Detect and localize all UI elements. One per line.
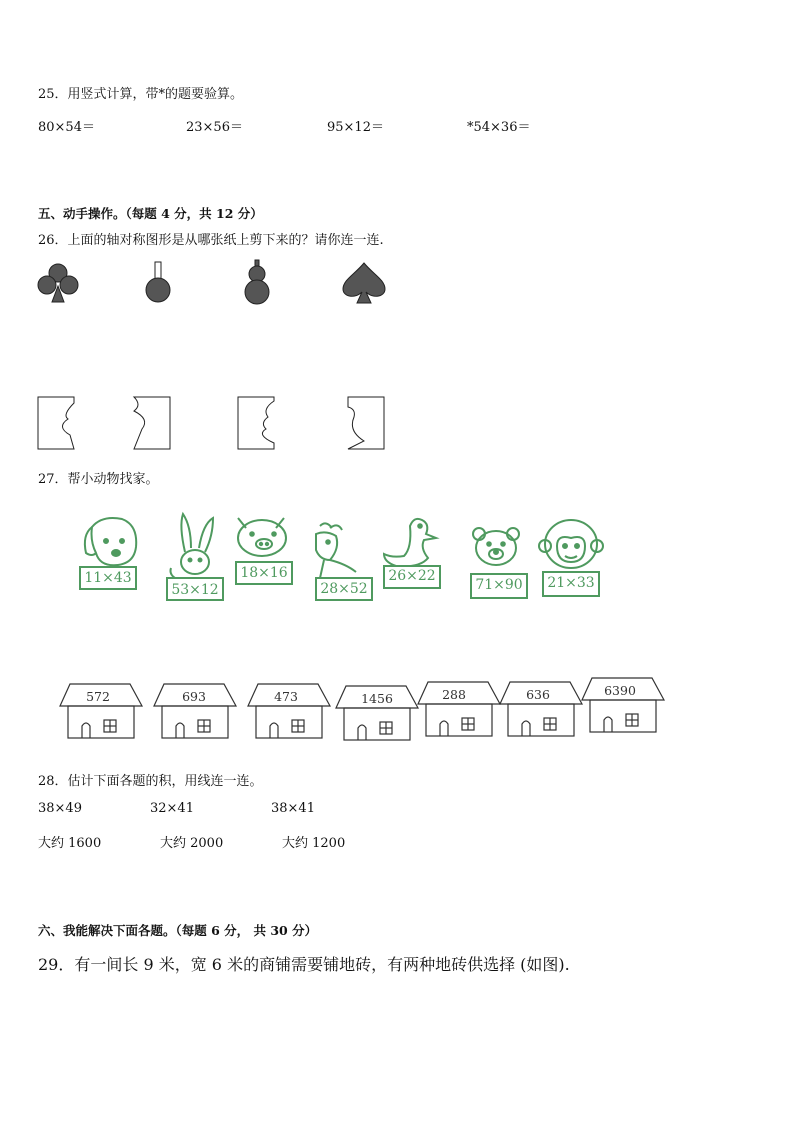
folded-paper-3 (236, 397, 278, 449)
house-6-number: 636 (526, 687, 550, 702)
house-3-number: 473 (274, 689, 298, 704)
q28-title: 28．估计下面各题的积，用线连一连。 (38, 774, 263, 789)
house-1-number: 572 (86, 689, 110, 704)
folded-paper-4 (346, 397, 388, 449)
house-5-number: 288 (442, 687, 466, 702)
q25-title: 25．用竖式计算，带*的题要验算。 (38, 87, 244, 102)
animal-bear-label: 71×90 (475, 577, 523, 593)
q26-title: 26．上面的轴对称图形是从哪张纸上剪下来的？请你连一连. (38, 233, 384, 248)
q25-problem-3: 95×12＝ (327, 120, 384, 135)
animal-duck-label: 26×22 (388, 568, 436, 584)
gourd-icon (240, 260, 274, 306)
animal-pig-label: 18×16 (240, 565, 288, 581)
animal-dog-label: 11×43 (84, 570, 132, 586)
q25-problem-4: *54×36＝ (467, 120, 531, 135)
club-icon (36, 262, 80, 306)
q28-problem-1: 38×49 (38, 801, 82, 816)
house-4-number: 1456 (361, 691, 393, 706)
house-2-number: 693 (182, 689, 206, 704)
q28-estimate-3: 大约 1200 (282, 836, 346, 851)
section-6-heading: 六、我能解决下面各题。（每题 6 分， 共 30 分） (38, 923, 318, 938)
q28-problem-3: 38×41 (271, 801, 315, 816)
folded-paper-2 (132, 397, 174, 449)
animal-goat-label: 28×52 (320, 581, 368, 597)
q28-problem-2: 32×41 (150, 801, 194, 816)
q29-title: 29．有一间长 9 米，宽 6 米的商铺需要铺地砖，有两种地砖供选择 (如图). (38, 955, 570, 974)
section-5-heading: 五、动手操作。（每题 4 分，共 12 分） (38, 206, 263, 221)
lollipop-icon (140, 262, 176, 304)
animal-rabbit-label: 53×12 (171, 582, 219, 598)
spade-icon (341, 262, 387, 306)
q28-estimate-1: 大约 1600 (38, 836, 102, 851)
q27-title: 27．帮小动物找家。 (38, 472, 159, 487)
folded-paper-1 (38, 397, 78, 449)
house-7-number: 6390 (604, 683, 636, 698)
q25-problem-1: 80×54＝ (38, 120, 95, 135)
animal-monkey-label: 21×33 (547, 575, 595, 591)
q28-estimate-2: 大约 2000 (160, 836, 224, 851)
q25-problem-2: 23×56＝ (186, 120, 243, 135)
